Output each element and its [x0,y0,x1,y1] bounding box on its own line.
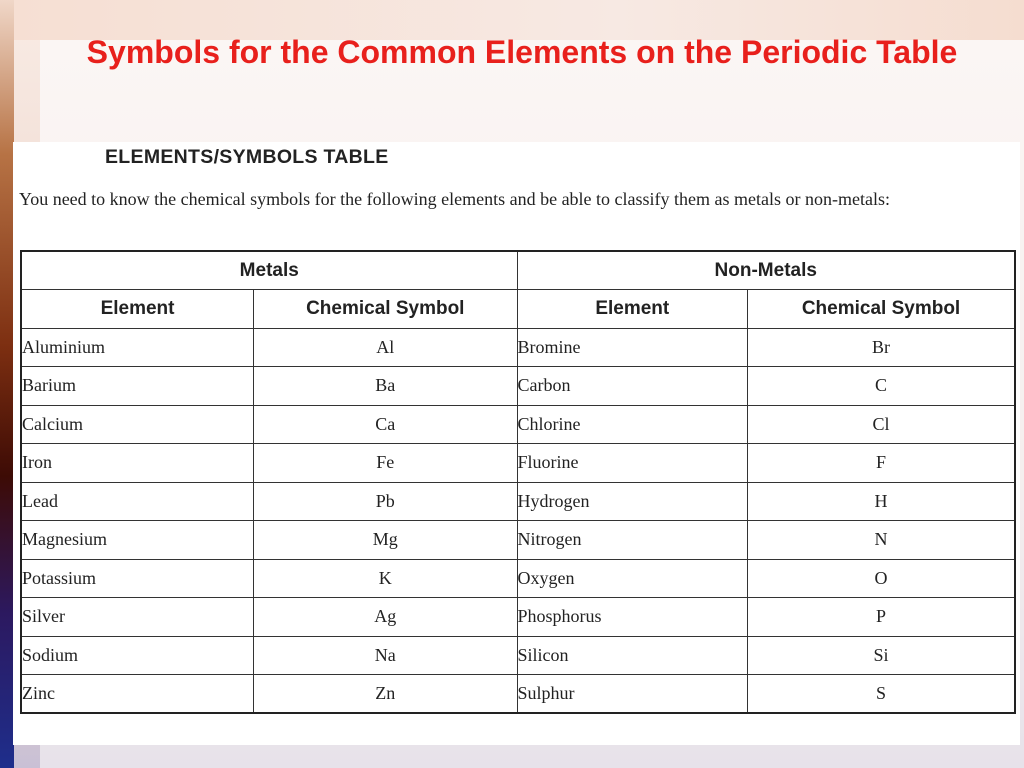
nonmetal-element-cell: Silicon [517,636,748,675]
elements-table [20,250,1016,714]
nonmetal-element-column-header: Element [517,290,748,329]
metal-symbol-cell: Ba [254,367,517,406]
metal-element-cell: Zinc [21,675,254,714]
nonmetal-element-cell: Carbon [517,367,748,406]
nonmetal-symbol-cell: N [748,521,1015,560]
metal-element-cell: Sodium [21,636,254,675]
table-row [21,559,1015,598]
nonmetal-element-cell: Bromine [517,328,748,367]
metal-symbol-column-header: Chemical Symbol [254,290,517,329]
table-row [21,482,1015,521]
table-row [21,598,1015,637]
document-intro: You need to know the chemical symbols for the following elements and be able to classify them as metals or non-metals: [19,189,890,209]
nonmetal-symbol-cell: H [748,482,1015,521]
metals-group-header: Metals [21,251,517,290]
metal-element-cell: Calcium [21,405,254,444]
decorative-left-strip [0,0,14,768]
metal-element-column-header: Element [21,290,254,329]
metal-symbol-cell: K [254,559,517,598]
table-row [21,328,1015,367]
nonmetal-element-cell: Hydrogen [517,482,748,521]
nonmetal-symbol-cell: Cl [748,405,1015,444]
table-row [21,675,1015,714]
metal-symbol-cell: Mg [254,521,517,560]
group-header-row [21,251,1015,290]
nonmetal-element-cell: Sulphur [517,675,748,714]
metal-symbol-cell: Fe [254,444,517,483]
table-row [21,636,1015,675]
metal-element-cell: Iron [21,444,254,483]
metal-symbol-cell: Na [254,636,517,675]
table-row [21,444,1015,483]
nonmetal-element-cell: Phosphorus [517,598,748,637]
document-image [13,142,1020,745]
nonmetal-symbol-cell: S [748,675,1015,714]
nonmetal-element-cell: Oxygen [517,559,748,598]
metal-element-cell: Aluminium [21,328,254,367]
table-row [21,521,1015,560]
slide-title: Symbols for the Common Elements on the Periodic Table [86,34,958,70]
nonmetal-symbol-cell: F [748,444,1015,483]
nonmetal-symbol-cell: Br [748,328,1015,367]
metal-element-cell: Silver [21,598,254,637]
metal-element-cell: Potassium [21,559,254,598]
metal-symbol-cell: Al [254,328,517,367]
nonmetal-element-cell: Chlorine [517,405,748,444]
column-header-row [21,290,1015,329]
nonmetal-symbol-cell: C [748,367,1015,406]
metal-element-cell: Barium [21,367,254,406]
nonmetal-element-cell: Nitrogen [517,521,748,560]
nonmetal-symbol-column-header: Chemical Symbol [748,290,1015,329]
nonmetal-symbol-cell: P [748,598,1015,637]
metal-symbol-cell: Pb [254,482,517,521]
document-heading: ELEMENTS/SYMBOLS TABLE [105,146,389,168]
table-row [21,405,1015,444]
table-row [21,367,1015,406]
non-metals-group-header: Non-Metals [517,251,1015,290]
metal-element-cell: Lead [21,482,254,521]
metal-symbol-cell: Ca [254,405,517,444]
metal-symbol-cell: Ag [254,598,517,637]
nonmetal-element-cell: Fluorine [517,444,748,483]
metal-element-cell: Magnesium [21,521,254,560]
nonmetal-symbol-cell: Si [748,636,1015,675]
nonmetal-symbol-cell: O [748,559,1015,598]
metal-symbol-cell: Zn [254,675,517,714]
